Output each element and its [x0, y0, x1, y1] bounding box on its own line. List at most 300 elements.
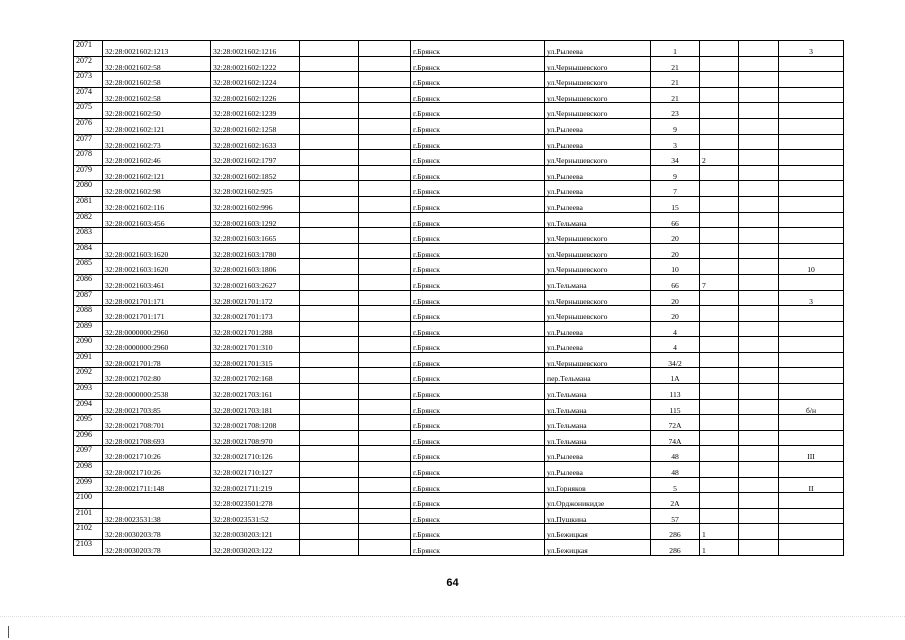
- house-number-cell: 66: [651, 212, 700, 228]
- empty-cell: [300, 508, 359, 524]
- empty-cell: [300, 540, 359, 556]
- table-row: [74, 352, 844, 368]
- street-cell: ул.Пушкина: [545, 508, 651, 524]
- cadastral-number-parcel: 32:28:0021603:456: [103, 212, 211, 228]
- cadastral-number-parcel: 32:28:0021602:116: [103, 196, 211, 212]
- cadastral-number-parcel: 32:28:0021602:1213: [103, 41, 211, 57]
- house-number-cell: 2А: [651, 493, 700, 509]
- empty-cell: [300, 274, 359, 290]
- building-cell: [700, 399, 739, 415]
- table-row: [74, 384, 844, 400]
- building-cell: 1: [700, 540, 739, 556]
- city-cell: г.Брянск: [411, 540, 545, 556]
- row-number: 2078: [74, 150, 103, 166]
- city-cell: г.Брянск: [411, 196, 545, 212]
- row-number: 2100: [74, 493, 103, 509]
- cadastral-number-object: 32:28:0021602:1216: [211, 41, 300, 57]
- house-number-cell: 21: [651, 56, 700, 72]
- cadastral-number-object: 32:28:0023531:52: [211, 508, 300, 524]
- empty-cell: [300, 87, 359, 103]
- city-cell: г.Брянск: [411, 165, 545, 181]
- cadastral-number-object: 32:28:0021603:1780: [211, 243, 300, 259]
- table-row: [74, 228, 844, 244]
- building-cell: [700, 56, 739, 72]
- empty-cell: [739, 399, 779, 415]
- cadastral-number-parcel: 32:28:0021602:98: [103, 181, 211, 197]
- row-number: 2083: [74, 228, 103, 244]
- table-row: [74, 508, 844, 524]
- empty-cell: [739, 430, 779, 446]
- apartment-cell: [779, 103, 844, 119]
- house-number-cell: 113: [651, 384, 700, 400]
- street-cell: ул.Рылеева: [545, 165, 651, 181]
- house-number-cell: 286: [651, 524, 700, 540]
- street-cell: ул.Чернышевского: [545, 150, 651, 166]
- apartment-cell: б/н: [779, 399, 844, 415]
- empty-cell: [359, 228, 411, 244]
- apartment-cell: [779, 196, 844, 212]
- empty-cell: [359, 524, 411, 540]
- city-cell: г.Брянск: [411, 259, 545, 275]
- empty-cell: [359, 212, 411, 228]
- empty-cell: [739, 508, 779, 524]
- city-cell: г.Брянск: [411, 321, 545, 337]
- empty-cell: [359, 181, 411, 197]
- empty-cell: [739, 274, 779, 290]
- cadastral-number-object: 32:28:0021602:1222: [211, 56, 300, 72]
- street-cell: ул.Чернышевского: [545, 56, 651, 72]
- row-number: 2073: [74, 72, 103, 88]
- cadastral-number-object: 32:28:0021602:1224: [211, 72, 300, 88]
- empty-cell: [300, 72, 359, 88]
- house-number-cell: 74А: [651, 430, 700, 446]
- apartment-cell: [779, 165, 844, 181]
- apartment-cell: [779, 118, 844, 134]
- building-cell: [700, 306, 739, 322]
- apartment-cell: [779, 384, 844, 400]
- empty-cell: [300, 477, 359, 493]
- cadastral-number-object: 32:28:0021602:1258: [211, 118, 300, 134]
- house-number-cell: 3: [651, 134, 700, 150]
- empty-cell: [300, 493, 359, 509]
- building-cell: [700, 321, 739, 337]
- empty-cell: [739, 446, 779, 462]
- city-cell: г.Брянск: [411, 352, 545, 368]
- building-cell: [700, 181, 739, 197]
- empty-cell: [359, 41, 411, 57]
- building-cell: [700, 228, 739, 244]
- building-cell: [700, 352, 739, 368]
- empty-cell: [359, 462, 411, 478]
- house-number-cell: 20: [651, 306, 700, 322]
- city-cell: г.Брянск: [411, 72, 545, 88]
- street-cell: ул.Чернышевского: [545, 259, 651, 275]
- empty-cell: [359, 321, 411, 337]
- house-number-cell: 21: [651, 87, 700, 103]
- cadastral-number-parcel: 32:28:0021708:693: [103, 430, 211, 446]
- empty-cell: [300, 212, 359, 228]
- city-cell: г.Брянск: [411, 337, 545, 353]
- building-cell: [700, 72, 739, 88]
- cadastral-table: [73, 40, 844, 556]
- empty-cell: [359, 368, 411, 384]
- cadastral-number-object: 32:28:0021602:1797: [211, 150, 300, 166]
- house-number-cell: 57: [651, 508, 700, 524]
- row-number: 2093: [74, 384, 103, 400]
- cadastral-number-object: 32:28:0021602:1852: [211, 165, 300, 181]
- empty-cell: [300, 415, 359, 431]
- empty-cell: [739, 415, 779, 431]
- apartment-cell: [779, 134, 844, 150]
- street-cell: ул.Чернышевского: [545, 72, 651, 88]
- empty-cell: [359, 290, 411, 306]
- cadastral-number-object: 32:28:0021701:288: [211, 321, 300, 337]
- table-row: [74, 56, 844, 72]
- cadastral-number-object: 32:28:0021602:996: [211, 196, 300, 212]
- cadastral-number-parcel: 32:28:0021702:80: [103, 368, 211, 384]
- city-cell: г.Брянск: [411, 306, 545, 322]
- table-row: [74, 212, 844, 228]
- empty-cell: [359, 165, 411, 181]
- empty-cell: [359, 430, 411, 446]
- empty-cell: [359, 72, 411, 88]
- empty-cell: [359, 150, 411, 166]
- house-number-cell: 21: [651, 72, 700, 88]
- empty-cell: [359, 508, 411, 524]
- street-cell: ул.Тельмана: [545, 274, 651, 290]
- apartment-cell: 10: [779, 259, 844, 275]
- house-number-cell: 34/2: [651, 352, 700, 368]
- building-cell: [700, 212, 739, 228]
- house-number-cell: 23: [651, 103, 700, 119]
- empty-cell: [359, 306, 411, 322]
- street-cell: ул.Рылеева: [545, 118, 651, 134]
- table-row: [74, 430, 844, 446]
- table-row: [74, 368, 844, 384]
- street-cell: ул.Тельмана: [545, 415, 651, 431]
- cadastral-number-object: 32:28:0021701:172: [211, 290, 300, 306]
- row-number: 2081: [74, 196, 103, 212]
- cadastral-number-object: 32:28:0030203:121: [211, 524, 300, 540]
- table-row: [74, 103, 844, 119]
- cadastral-number-parcel: 32:28:0021710:26: [103, 462, 211, 478]
- house-number-cell: 4: [651, 321, 700, 337]
- building-cell: [700, 384, 739, 400]
- cadastral-number-parcel: 32:28:0021602:121: [103, 165, 211, 181]
- cadastral-number-parcel: 32:28:0021708:701: [103, 415, 211, 431]
- row-number: 2088: [74, 306, 103, 322]
- cadastral-number-object: 32:28:0021602:1633: [211, 134, 300, 150]
- row-number: 2071: [74, 41, 103, 57]
- table-row: [74, 306, 844, 322]
- empty-cell: [739, 243, 779, 259]
- table-row: [74, 399, 844, 415]
- cadastral-number-object: 32:28:0021603:2627: [211, 274, 300, 290]
- street-cell: ул.Чернышевского: [545, 290, 651, 306]
- street-cell: ул.Рылеева: [545, 321, 651, 337]
- cadastral-number-parcel: 32:28:0021602:46: [103, 150, 211, 166]
- cadastral-number-object: 32:28:0030203:122: [211, 540, 300, 556]
- apartment-cell: [779, 228, 844, 244]
- building-cell: [700, 259, 739, 275]
- cadastral-number-parcel: 32:28:0021701:171: [103, 290, 211, 306]
- apartment-cell: [779, 87, 844, 103]
- table-row: [74, 243, 844, 259]
- city-cell: г.Брянск: [411, 181, 545, 197]
- street-cell: ул.Тельмана: [545, 430, 651, 446]
- empty-cell: [359, 103, 411, 119]
- cadastral-number-parcel: 32:28:0021710:26: [103, 446, 211, 462]
- apartment-cell: 3: [779, 41, 844, 57]
- street-cell: ул.Горняков: [545, 477, 651, 493]
- city-cell: г.Брянск: [411, 430, 545, 446]
- house-number-cell: 7: [651, 181, 700, 197]
- row-number: 2091: [74, 352, 103, 368]
- margin-mark: [8, 626, 9, 638]
- cadastral-number-parcel: 32:28:0021602:50: [103, 103, 211, 119]
- empty-cell: [300, 103, 359, 119]
- apartment-cell: [779, 430, 844, 446]
- apartment-cell: 3: [779, 290, 844, 306]
- cadastral-number-parcel: 32:28:0021603:1620: [103, 243, 211, 259]
- cadastral-number-object: 32:28:0021701:310: [211, 337, 300, 353]
- table-row: [74, 321, 844, 337]
- building-cell: [700, 290, 739, 306]
- building-cell: [700, 337, 739, 353]
- empty-cell: [300, 399, 359, 415]
- apartment-cell: [779, 462, 844, 478]
- street-cell: ул.Рылеева: [545, 41, 651, 57]
- cadastral-number-object: 32:28:0021701:173: [211, 306, 300, 322]
- empty-cell: [300, 321, 359, 337]
- table-row: [74, 290, 844, 306]
- apartment-cell: [779, 508, 844, 524]
- street-cell: ул.Тельмана: [545, 384, 651, 400]
- house-number-cell: 9: [651, 165, 700, 181]
- cadastral-number-parcel: 32:28:0021602:58: [103, 87, 211, 103]
- empty-cell: [739, 134, 779, 150]
- row-number: 2090: [74, 337, 103, 353]
- row-number: 2082: [74, 212, 103, 228]
- city-cell: г.Брянск: [411, 368, 545, 384]
- building-cell: [700, 462, 739, 478]
- empty-cell: [359, 337, 411, 353]
- row-number: 2101: [74, 508, 103, 524]
- table-row: [74, 540, 844, 556]
- table-row: [74, 165, 844, 181]
- table-row: [74, 134, 844, 150]
- city-cell: г.Брянск: [411, 274, 545, 290]
- cadastral-number-parcel: 32:28:0021703:85: [103, 399, 211, 415]
- apartment-cell: [779, 337, 844, 353]
- row-number: 2079: [74, 165, 103, 181]
- building-cell: 2: [700, 150, 739, 166]
- row-number: 2098: [74, 462, 103, 478]
- empty-cell: [739, 540, 779, 556]
- street-cell: ул.Рылеева: [545, 181, 651, 197]
- street-cell: ул.Бежицкая: [545, 524, 651, 540]
- table-row: [74, 477, 844, 493]
- empty-cell: [300, 181, 359, 197]
- house-number-cell: 20: [651, 228, 700, 244]
- apartment-cell: [779, 56, 844, 72]
- street-cell: ул.Чернышевского: [545, 243, 651, 259]
- house-number-cell: 20: [651, 243, 700, 259]
- empty-cell: [300, 196, 359, 212]
- cadastral-number-object: 32:28:0021708:1208: [211, 415, 300, 431]
- cadastral-number-object: 32:28:0021603:1665: [211, 228, 300, 244]
- cadastral-number-object: 32:28:0021708:970: [211, 430, 300, 446]
- table-row: [74, 274, 844, 290]
- apartment-cell: [779, 321, 844, 337]
- cadastral-number-parcel: 32:28:0000000:2960: [103, 337, 211, 353]
- house-number-cell: 66: [651, 274, 700, 290]
- cadastral-number-object: 32:28:0021703:181: [211, 399, 300, 415]
- cadastral-number-object: 32:28:0021710:127: [211, 462, 300, 478]
- empty-cell: [300, 165, 359, 181]
- building-cell: [700, 415, 739, 431]
- empty-cell: [739, 352, 779, 368]
- empty-cell: [359, 384, 411, 400]
- empty-cell: [739, 290, 779, 306]
- empty-cell: [739, 337, 779, 353]
- city-cell: г.Брянск: [411, 243, 545, 259]
- empty-cell: [739, 41, 779, 57]
- table-row: [74, 415, 844, 431]
- city-cell: г.Брянск: [411, 446, 545, 462]
- house-number-cell: 10: [651, 259, 700, 275]
- row-number: 2080: [74, 181, 103, 197]
- row-number: 2086: [74, 274, 103, 290]
- street-cell: ул.Чернышевского: [545, 103, 651, 119]
- street-cell: ул.Тельмана: [545, 212, 651, 228]
- street-cell: ул.Рылеева: [545, 134, 651, 150]
- city-cell: г.Брянск: [411, 134, 545, 150]
- city-cell: г.Брянск: [411, 384, 545, 400]
- empty-cell: [300, 524, 359, 540]
- empty-cell: [359, 352, 411, 368]
- apartment-cell: [779, 352, 844, 368]
- cadastral-number-object: 32:28:0021701:315: [211, 352, 300, 368]
- city-cell: г.Брянск: [411, 493, 545, 509]
- apartment-cell: [779, 368, 844, 384]
- scan-noise: [0, 616, 905, 621]
- street-cell: ул.Чернышевского: [545, 306, 651, 322]
- empty-cell: [739, 181, 779, 197]
- cadastral-number-object: 32:28:0021703:161: [211, 384, 300, 400]
- building-cell: [700, 118, 739, 134]
- row-number: 2097: [74, 446, 103, 462]
- city-cell: г.Брянск: [411, 508, 545, 524]
- empty-cell: [300, 368, 359, 384]
- cadastral-number-parcel: [103, 493, 211, 509]
- city-cell: г.Брянск: [411, 150, 545, 166]
- row-number: 2096: [74, 430, 103, 446]
- apartment-cell: II: [779, 477, 844, 493]
- house-number-cell: 286: [651, 540, 700, 556]
- city-cell: г.Брянск: [411, 524, 545, 540]
- city-cell: г.Брянск: [411, 103, 545, 119]
- city-cell: г.Брянск: [411, 399, 545, 415]
- building-cell: [700, 243, 739, 259]
- empty-cell: [739, 165, 779, 181]
- table-row: [74, 337, 844, 353]
- empty-cell: [300, 243, 359, 259]
- table-row: [74, 41, 844, 57]
- street-cell: ул.Орджоникидзе: [545, 493, 651, 509]
- apartment-cell: [779, 493, 844, 509]
- cadastral-number-object: 32:28:0021702:168: [211, 368, 300, 384]
- city-cell: г.Брянск: [411, 290, 545, 306]
- apartment-cell: [779, 243, 844, 259]
- house-number-cell: 48: [651, 462, 700, 478]
- empty-cell: [359, 259, 411, 275]
- city-cell: г.Брянск: [411, 415, 545, 431]
- apartment-cell: [779, 274, 844, 290]
- row-number: 2074: [74, 87, 103, 103]
- empty-cell: [300, 306, 359, 322]
- empty-cell: [739, 524, 779, 540]
- apartment-cell: [779, 72, 844, 88]
- empty-cell: [739, 462, 779, 478]
- empty-cell: [739, 384, 779, 400]
- apartment-cell: [779, 524, 844, 540]
- city-cell: г.Брянск: [411, 212, 545, 228]
- row-number: 2092: [74, 368, 103, 384]
- empty-cell: [359, 87, 411, 103]
- row-number: 2102: [74, 524, 103, 540]
- empty-cell: [300, 446, 359, 462]
- table-row: [74, 196, 844, 212]
- building-cell: [700, 430, 739, 446]
- street-cell: пер.Тельмана: [545, 368, 651, 384]
- empty-cell: [739, 196, 779, 212]
- street-cell: ул.Чернышевского: [545, 228, 651, 244]
- cadastral-number-object: 32:28:0023501:278: [211, 493, 300, 509]
- building-cell: 1: [700, 524, 739, 540]
- cadastral-number-parcel: 32:28:0021602:58: [103, 72, 211, 88]
- empty-cell: [300, 56, 359, 72]
- house-number-cell: 48: [651, 446, 700, 462]
- empty-cell: [300, 118, 359, 134]
- house-number-cell: 4: [651, 337, 700, 353]
- empty-cell: [739, 477, 779, 493]
- empty-cell: [359, 415, 411, 431]
- row-number: 2087: [74, 290, 103, 306]
- cadastral-number-object: 32:28:0021602:925: [211, 181, 300, 197]
- empty-cell: [359, 118, 411, 134]
- cadastral-number-parcel: 32:28:0030203:78: [103, 540, 211, 556]
- building-cell: [700, 134, 739, 150]
- empty-cell: [739, 56, 779, 72]
- street-cell: ул.Рылеева: [545, 446, 651, 462]
- apartment-cell: [779, 540, 844, 556]
- table-row: [74, 259, 844, 275]
- empty-cell: [739, 306, 779, 322]
- cadastral-number-parcel: 32:28:0021602:58: [103, 56, 211, 72]
- empty-cell: [359, 56, 411, 72]
- table-row: [74, 87, 844, 103]
- empty-cell: [359, 134, 411, 150]
- cadastral-number-object: 32:28:0021602:1226: [211, 87, 300, 103]
- city-cell: г.Брянск: [411, 118, 545, 134]
- row-number: 2072: [74, 56, 103, 72]
- row-number: 2094: [74, 399, 103, 415]
- empty-cell: [739, 72, 779, 88]
- table-row: [74, 524, 844, 540]
- apartment-cell: [779, 306, 844, 322]
- table-row: [74, 181, 844, 197]
